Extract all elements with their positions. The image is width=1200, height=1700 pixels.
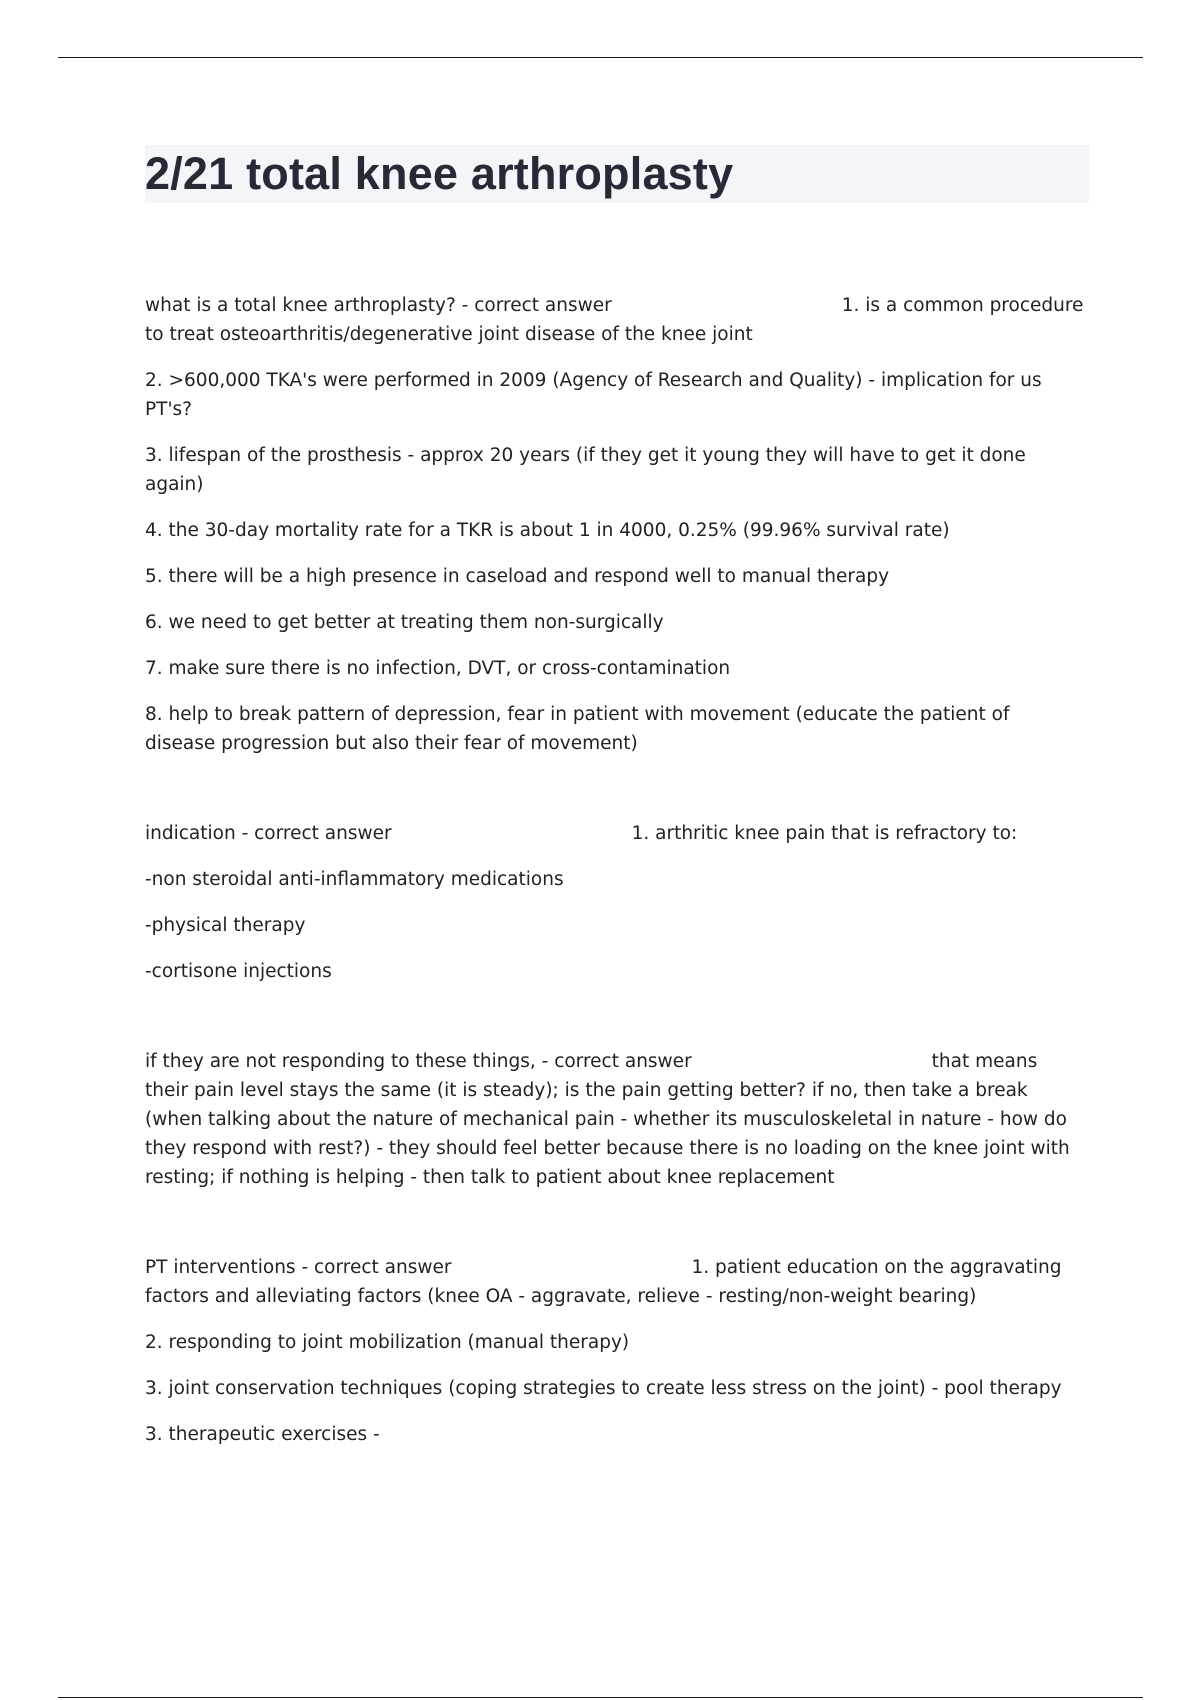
flashcard-front xyxy=(145,291,1085,349)
page-title: 2/21 total knee arthroplasty xyxy=(145,148,734,199)
flashcard-list xyxy=(145,291,1085,1510)
flashcard-term: if they are not responding to these things, - correct answer xyxy=(145,1051,692,1072)
definition-line: 2. >600,000 TKA's were performed in 2009 (Agency of Research and Quality) - implication for us PT's? xyxy=(145,370,1042,420)
definition-line: 6. we need to get better at treating them non-surgically xyxy=(145,612,664,633)
definition-line: 5. there will be a high presence in caseload and respond well to manual therapy xyxy=(145,566,890,587)
definition-line: -physical therapy xyxy=(145,915,306,936)
flashcard-front xyxy=(145,819,1085,848)
definition-line: 2. responding to joint mobilization (manual therapy) xyxy=(145,1332,630,1353)
flashcard-front xyxy=(145,1047,1085,1192)
definition-line: -non steroidal anti-inflammatory medications xyxy=(145,869,564,890)
top-rule xyxy=(58,57,1143,58)
definition-line: 3. joint conservation techniques (coping strategies to create less stress on the joint) - pool therapy xyxy=(145,1378,1062,1399)
flashcard xyxy=(145,1253,1085,1449)
flashcard xyxy=(145,291,1085,758)
flashcard-definition: 1. patient education on the aggravating factors and alleviating factors (knee OA - aggravate, relieve - resting/non-weight bearing) xyxy=(145,1257,1062,1307)
definition-line: 3. lifespan of the prosthesis - approx 20 years (if they get it young they will have to get it done again) xyxy=(145,445,1026,495)
definition-line: -cortisone injections xyxy=(145,961,332,982)
definition-line: 8. help to break pattern of depression, fear in patient with movement (educate the patient of disease progression but also their fear of movement) xyxy=(145,704,1010,754)
bottom-rule xyxy=(58,1697,1143,1698)
flashcard-definition: 1. arthritic knee pain that is refractory to: xyxy=(631,823,1018,844)
definition-line: 7. make sure there is no infection, DVT, or cross-contamination xyxy=(145,658,731,679)
definition-line: 4. the 30-day mortality rate for a TKR is about 1 in 4000, 0.25% (99.96% survival rate) xyxy=(145,520,950,541)
flashcard xyxy=(145,819,1085,986)
definition-line: 3. therapeutic exercises - xyxy=(145,1424,380,1445)
flashcard-definition: 1. is a common procedure to treat osteoarthritis/degenerative joint disease of the knee joint xyxy=(145,295,1084,345)
flashcard xyxy=(145,1047,1085,1192)
flashcard-definition: that means their pain level stays the same (it is steady); is the pain getting better? if no, then take a break (when talking about the nature of mechanical pain - whether its musculoskeletal in nature - how do they respond with rest?) - they should feel better because there is no loading on the knee joint with resting; if nothing is helping - then talk to patient about knee replacement xyxy=(145,1051,1070,1188)
flashcard-front xyxy=(145,1253,1085,1311)
flashcard-term: what is a total knee arthroplasty? - correct answer xyxy=(145,295,612,316)
flashcard-term: PT interventions - correct answer xyxy=(145,1257,452,1278)
flashcard-term: indication - correct answer xyxy=(145,823,392,844)
